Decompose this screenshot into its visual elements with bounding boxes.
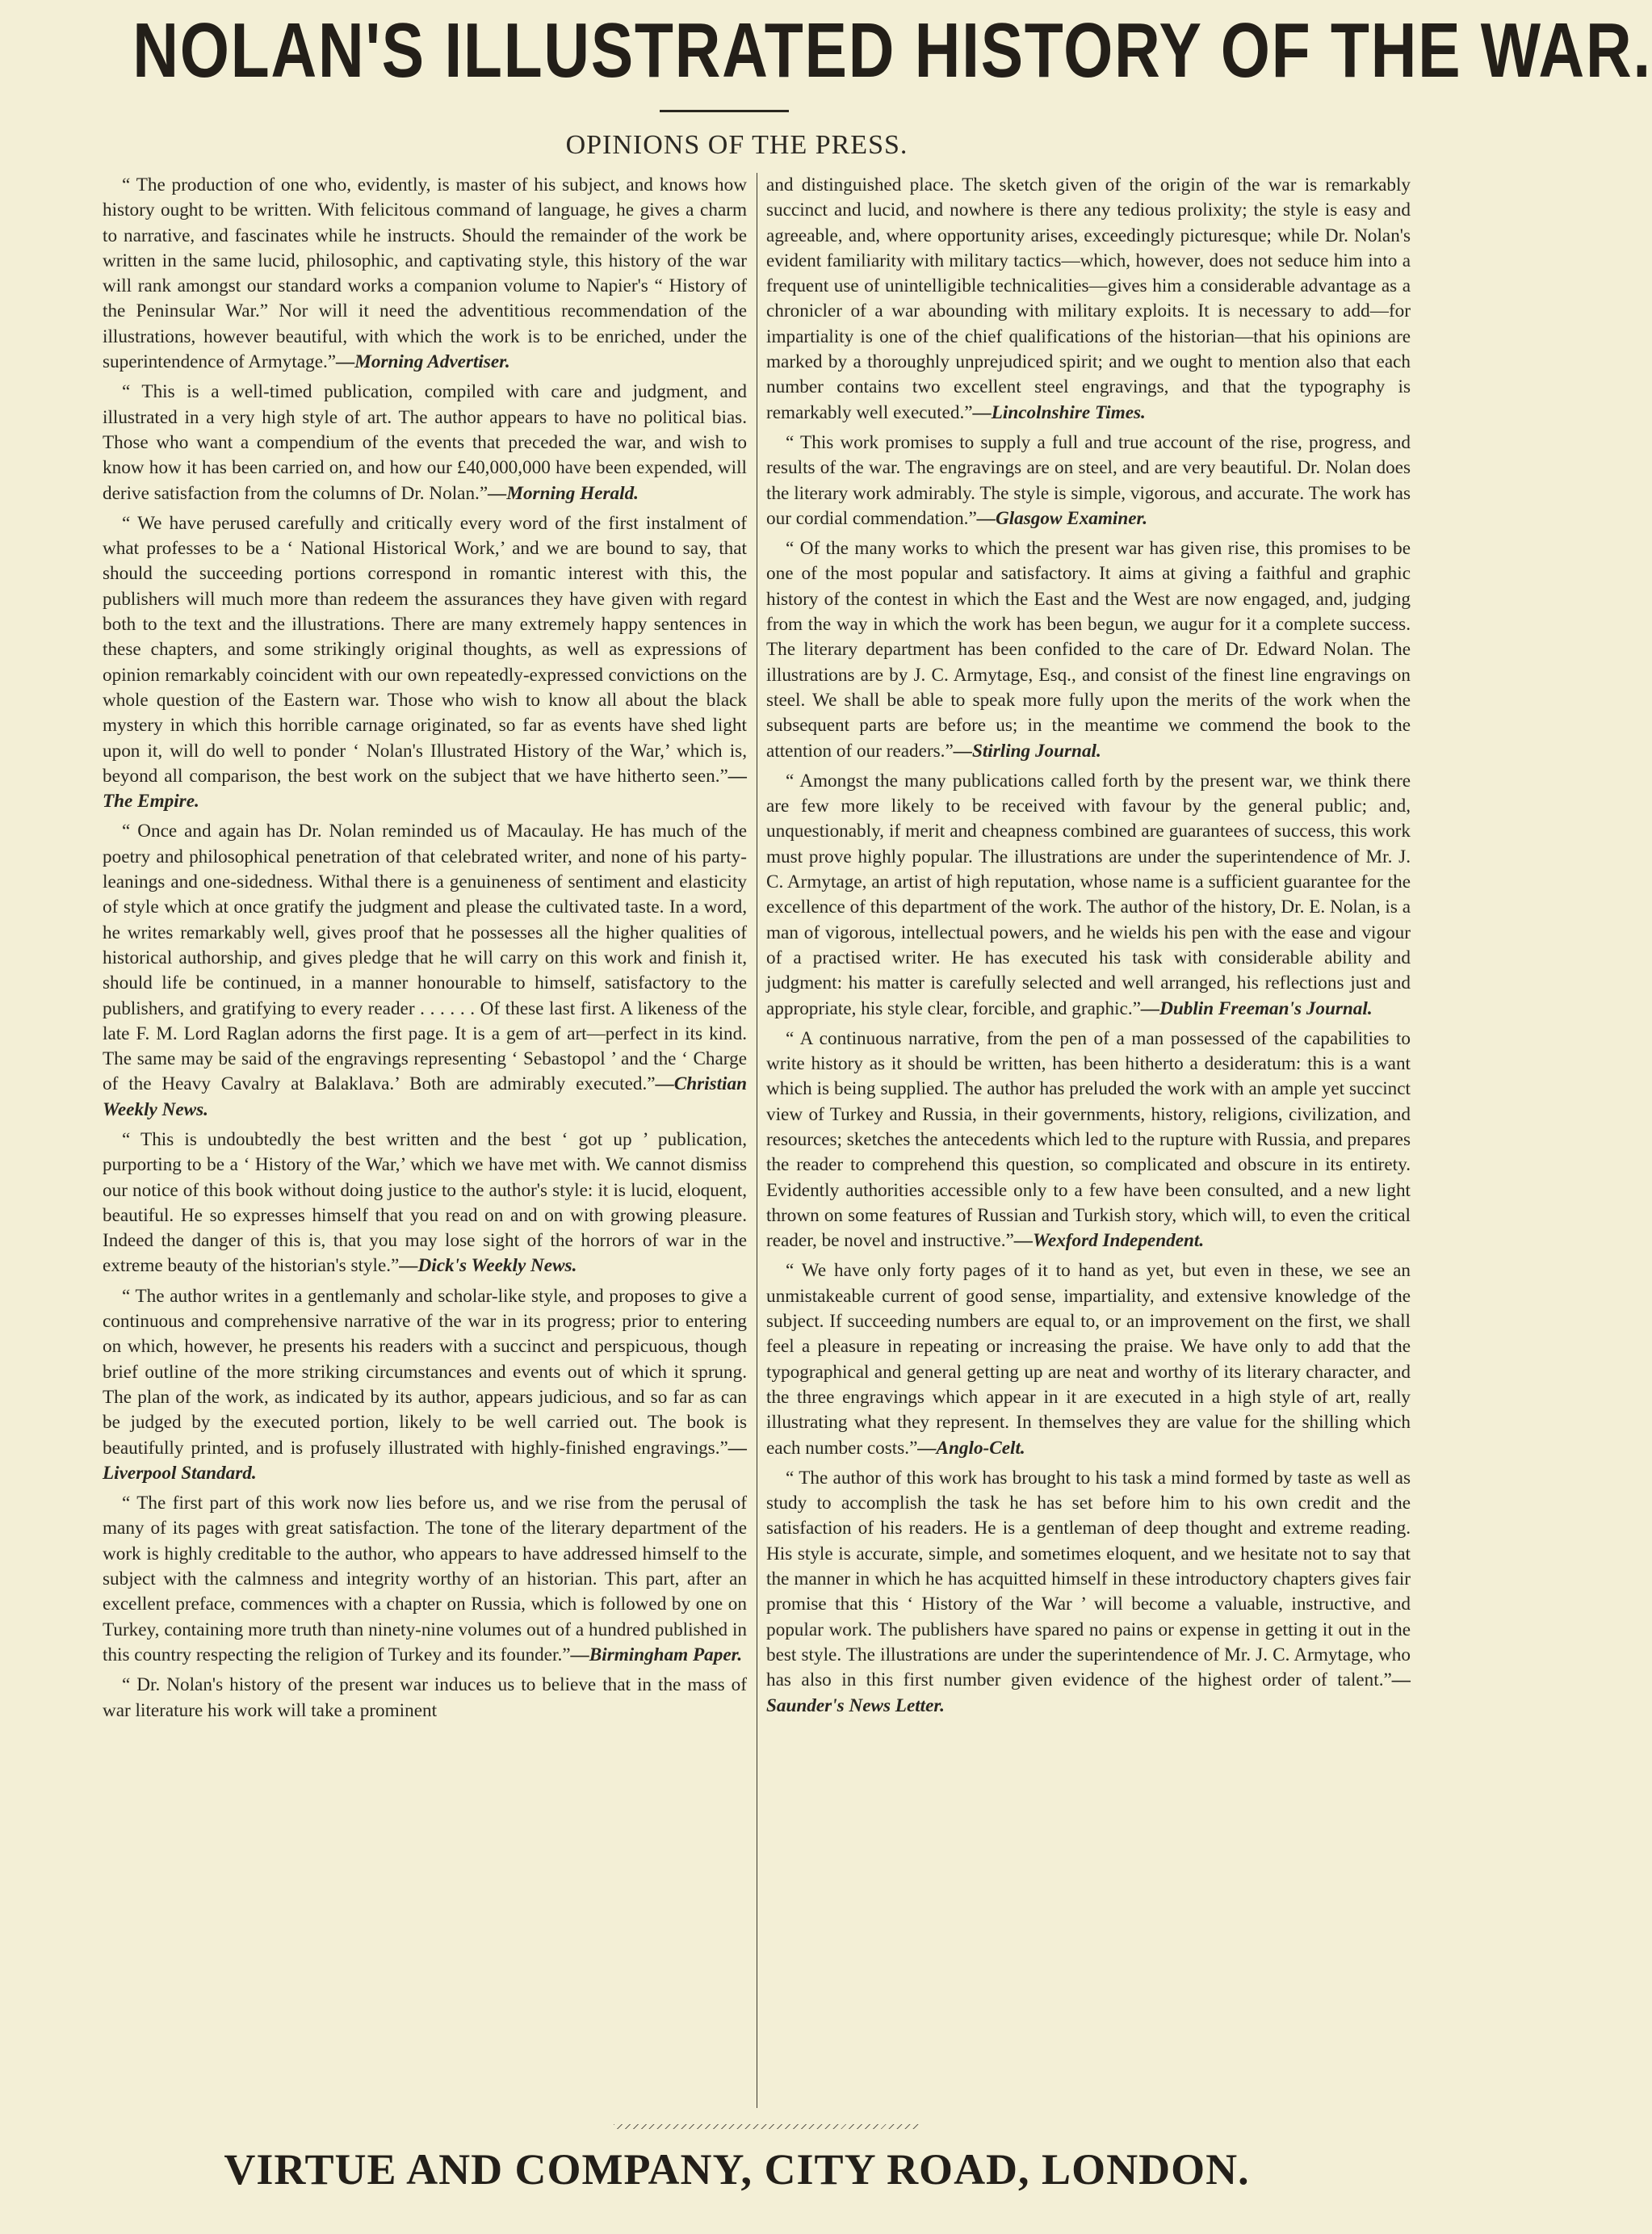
review — [766, 536, 1411, 764]
review-source: —Birmingham Paper. — [570, 1644, 743, 1665]
review-text: “ The production of one who, evidently, is master of his subject, and knows how history ought to be written. With felicitous command of language, he gives a charm to narrative, and fascinates while he instructs. Should the remainder of the work be written in the same lucid, philosophic, and captivating style, this history of the war will rank amongst our standard works a companion volume to Napier's “ History of the Peninsular War.” Nor will it need the adventitious recommendation of the illustrations, however beautiful, with which the work is to be enriched, under the superintendence of Armytage.” — [103, 174, 747, 373]
review-source: —Lincolnshire Times. — [972, 401, 1146, 423]
review — [103, 1127, 747, 1279]
review-source: —Saunder's News Letter. — [766, 1669, 1411, 1716]
review-text: “ Amongst the many publications called forth by the present war, we think there are few more likely to be received with favour by the general public; and, unquestionably, if merit and cheapness combined are guarantees of success, this work must prove highly popular. The illustrations are under the superintendence of Mr. J. C. Armytage, an artist of high reputation, whose name is a sufficient guarantee for the excellence of this department of the work. The author of the history, Dr. E. Nolan, is a man of vigorous, intellectual powers, and he wields his pen with the ease and vigour of a practised writer. He has executed his task with considerable ability and judgment: his matter is carefully selected and well arranged, his reflections just and appropriate, his style clear, forcible, and graphic.” — [766, 770, 1411, 1019]
review-source: —Liverpool Standard. — [103, 1437, 747, 1484]
publisher-footer: VIRTUE AND COMPANY, CITY ROAD, LONDON. — [224, 2145, 1250, 2194]
review-source: —The Empire. — [103, 765, 747, 813]
review-source: —Dublin Freeman's Journal. — [1140, 997, 1373, 1019]
section-heading: OPINIONS OF THE PRESS. — [565, 130, 908, 160]
review — [766, 173, 1411, 426]
review-source: —Dick's Weekly News. — [399, 1255, 577, 1277]
review-source: —Christian Weekly News. — [103, 1073, 747, 1120]
review — [766, 430, 1411, 531]
review-source: —Wexford Independent. — [1013, 1230, 1205, 1252]
review — [103, 511, 747, 815]
review — [103, 819, 747, 1123]
review — [766, 1027, 1411, 1254]
ornamental-rule — [614, 2124, 920, 2129]
review-text: “ We have perused carefully and critically every word of the first instalment of what professes to be a ‘ National Historical Work,’ and we are bound to say, that should the succeeding portions correspond in romantic interest with this, the publishers will much more than redeem the assurances they have given with regard both to the text and the illustrations. There are many extremely happy sentences in these chapters, and some strikingly original thoughts, as well as expressions of opinion remarkably coincident with our own repeatedly-expressed convictions on the whole question of the Eastern war. Those who wish to know all about the black mystery in which this horrible carnage originated, so far as events have shed light upon it, will do well to ponder ‘ Nolan's Illustrated History of the War,’ which is, beyond all comparison, the best work on the subject that we have hitherto seen.” — [103, 512, 747, 787]
review-source: —Morning Advertiser. — [336, 351, 510, 373]
right-column — [766, 173, 1411, 2111]
review-text: “ We have only forty pages of it to hand as yet, but even in these, we see an unmistakeable current of good sense, impartiality, and extensive knowledge of the subject. If succeeding numbers are equal to, or an improvement on the first, we shall feel a pleasure in repeating or increasing the praise. We have only to add that the typographical and general getting up are neat and worthy of its literary character, and the three engravings which appear in it are executed in a high style of art, really illustrating what they represent. In themselves they are value for the shilling which each number costs.” — [766, 1260, 1411, 1459]
review-text: “ The first part of this work now lies before us, and we rise from the perusal of many of its pages with great satisfaction. The tone of the literary department of the work is highly creditable to the author, who appears to have addressed himself to the subject with the calmness and integrity worthy of an historian. This part, after an excellent preface, commences with a chapter on Russia, which is followed by one on Turkey, containing more truth than ninety-nine volumes out of a hundred published in this country respecting the religion of Turkey and its founder.” — [103, 1493, 747, 1665]
review — [103, 173, 747, 375]
review-text: “ Of the many works to which the present war has given rise, this promises to be one of the most popular and satisfactory. It aims at giving a faithful and graphic history of the contest in which the East and the West are now engaged, and, judging from the way in which the work has been begun, we augur for it a complete success. The literary department has been confided to the care of Dr. Edward Nolan. The illustrations are by J. C. Armytage, Esq., and consist of the finest line engravings on steel. We shall be able to speak more fully upon the merits of the work when the subsequent parts are before us; in the meantime we commend the book to the attention of our readers.” — [766, 538, 1411, 762]
review — [103, 1491, 747, 1668]
review-text: and distinguished place. The sketch given of the origin of the war is remarkably succinct and lucid, and nowhere is there any tedious prolixity; the style is easy and agreeable, and, where opportunity arises, exceedingly picturesque; while Dr. Nolan's evident familiarity with military tactics—which, however, does not seduce him into a frequent use of unintelligible technicalities—gives him a considerable advantage as a chronicler of a war abounding with military exploits. It is necessary to add—for impartiality is one of the chief qualifications of the historian—that his opinions are marked by a thoroughly unprejudiced spirit; and we ought to mention also that each number contains two excellent steel engravings, and that the typography is remarkably well executed.” — [766, 174, 1411, 423]
review — [766, 1466, 1411, 1719]
review-text: “ This work promises to supply a full and true account of the rise, progress, and results of the war. The engravings are on steel, and are very beautiful. Dr. Nolan does the literary work admirably. The style is simple, vigorous, and accurate. The work has our cordial commendation.” — [766, 431, 1411, 529]
left-column — [103, 173, 747, 2111]
title-rule — [660, 110, 789, 112]
press-opinions — [103, 173, 1411, 2111]
review-text: “ This is a well-timed publication, compiled with care and judgment, and illustrated in a very high style of art. The author appears to have no political bias. Those who want a compendium of the events that preceded the war, and wish to know how it has been carried on, and how our £40,000,000 have been expended, will derive satisfaction from the columns of Dr. Nolan.” — [103, 381, 747, 504]
review-source: —Stirling Journal. — [953, 740, 1101, 762]
review-source: —Anglo-Celt. — [917, 1437, 1025, 1459]
review-text: “ A continuous narrative, from the pen of a man possessed of the capabilities to write history as it should be written, has been hitherto a desideratum: this is a want which is being supplied. The author has preluded the work with an ample yet succinct view of Turkey and Russia, in their governments, history, religions, civilization, and resources; sketches the antecedents which led to the rupture with Russia, and prepares the reader to comprehend this question, so complicated and obscure in its entirety. Evidently authorities accessible only to a few have been consulted, and a new light thrown on some features of Russian and Turkish story, which will, to even the critical reader, be novel and instructive.” — [766, 1027, 1411, 1252]
review — [103, 380, 747, 506]
review-text: “ Once and again has Dr. Nolan reminded us of Macaulay. He has much of the poetry and philosophical penetration of that celebrated writer, and none of his party-leanings and one-sidedness. Withal there is a genuineness of sentiment and elasticity of style which at once gratify the judgment and please the cultivated taste. In a word, he writes remarkably well, gives proof that he possesses all the higher qualities of historical authorship, and gives pledge that he will carry on this work and finish it, should life be continued, in a manner honourable to himself, satisfactory to the publishers, and gratifying to every reader . . . . . . Of these last first. A likeness of the late F. M. Lord Raglan adorns the first page. It is a gem of art—perfect in its kind. The same may be said of the engravings representing ‘ Sebastopol ’ and the ‘ Charge of the Heavy Cavalry at Balaklava.’ Both are admirably executed.” — [103, 821, 747, 1095]
review — [766, 1258, 1411, 1460]
review-text: “ The author writes in a gentlemanly and scholar-like style, and proposes to give a continuous and comprehensive narrative of the war in its progress; prior to entering on which, however, he presents his readers with a succinct and perspicuous, though brief outline of the more striking circumstances and events out of which it sprung. The plan of the work, as indicated by its author, appears judicious, and so far as can be judged by the executed portion, likely to be well carried out. The book is beautifully printed, and is profusely illustrated with highly-finished engravings.” — [103, 1285, 747, 1459]
review — [103, 1284, 747, 1486]
review-source: —Morning Herald. — [488, 482, 639, 504]
review-text: “ This is undoubtedly the best written and the best ‘ got up ’ publication, purporting to be a ‘ History of the War,’ which we have met with. We cannot dismiss our notice of this book without doing justice to the author's style: it is lucid, eloquent, beautiful. He so expresses himself that you read on and on with growing pleasure. Indeed the danger of this is, that you may lose sight of the horrors of war in the extreme beauty of the historian's style.” — [103, 1128, 747, 1277]
document-title: NOLAN'S ILLUSTRATED HISTORY OF THE WAR. — [132, 7, 1652, 94]
review-text: “ Dr. Nolan's history of the present war induces us to believe that in the mass of war literature his work will take a prominent — [103, 1674, 747, 1721]
review-source: —Glasgow Examiner. — [976, 507, 1148, 529]
review-text: “ The author of this work has brought to his task a mind formed by taste as well as study to accomplish the task he has set before him to his own credit and the satisfaction of his readers. He is a gentleman of deep thought and extreme reading. His style is accurate, simple, and sometimes eloquent, and we hesitate not to say that the manner in which he has acquitted himself in these introductory chapters gives fair promise that this ‘ History of the War ’ will become a valuable, instructive, and popular work. The publishers have spared no pains or expense in getting it out in the best style. The illustrations are under the superintendence of Mr. J. C. Armytage, who has also in this first number given evidence of the highest order of talent.” — [766, 1467, 1411, 1691]
review — [103, 1673, 747, 1724]
review — [766, 769, 1411, 1022]
